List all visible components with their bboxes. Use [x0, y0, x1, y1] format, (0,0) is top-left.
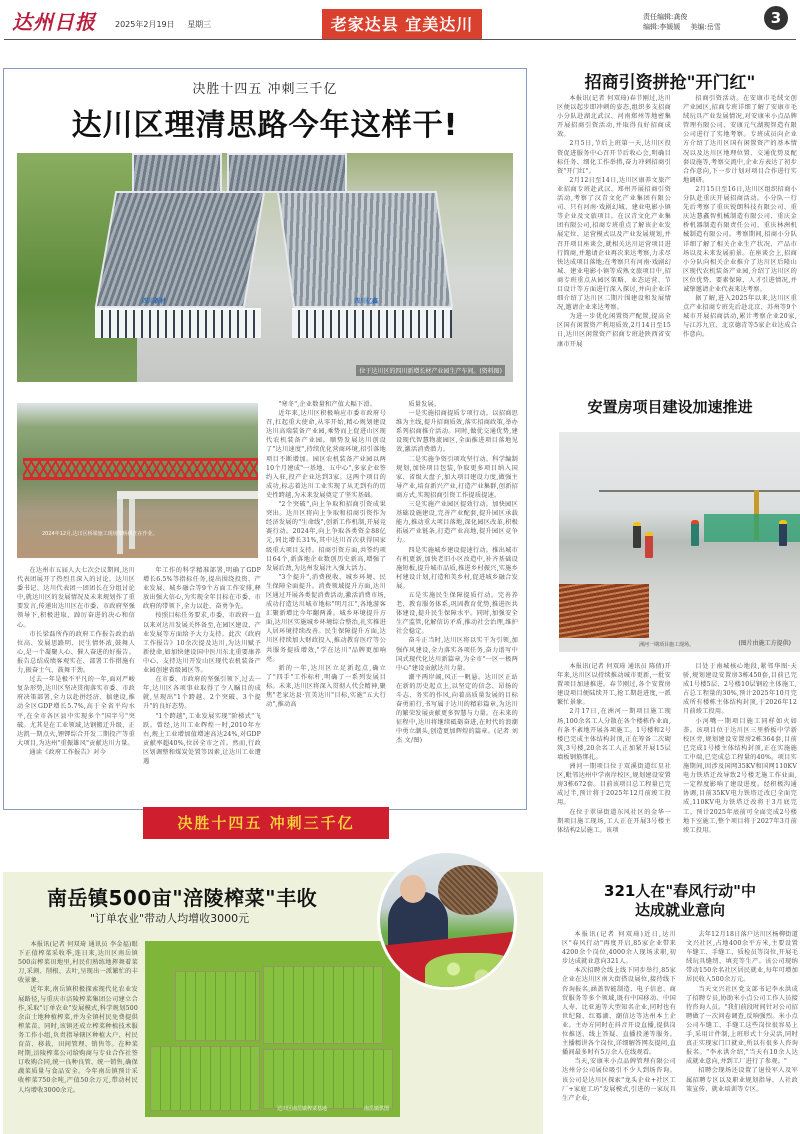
paragraph: 近年来,南岳镇积极探索现代化农业发展路径,与重庆市涪陵榨菜集团公司建立合作,采取"订单农业"发展模式,科学规划500余亩土地种植榨菜,并为全镇村民免费提供榨菜苗。同时,该镇还成立榨菜种植技术服务工作小组,负责指导辖区种植大户、村民育苗、移栽、田间管理、销售等。在种菜时期,涪陵榨菜公司给购商与专业合作社签订收购合同,统一良种良管、统一销售,确保蔬菜质量与食品安全。今年南岳镇预计采收榨菜750余吨,产值50余万元,带动村民人均增收3000余元。 [18, 986, 138, 1094]
paragraph: 五是实施民生保障提质行动。完善养老、教育服务体系,巩固教育优势,推进医共体建设,提升民生保障水平。同时,加强安全生产监管,化解信访矛盾,推动社会治理,维护社会稳定。 [396, 591, 518, 636]
slogan-banner: 决胜十四五 冲刺三千亿 [143, 807, 389, 839]
paragraph: 二是实施争资引项攻坚行动。科学编制规划,加快项目包装,争取更多项目纳入国家、省级大盘子,加大项目建设力度,做强主导产业,培育新兴产业,打造产业集群,创新招商方式,实现招商引资工作提质提速。 [396, 455, 518, 499]
paragraph: 新的一年,达川区立足新起点,确立了"四手"工作标杆,明确了一系列发展目标。未来,达川区将深入贯彻人代会精神,聚焦"老家达县·宜美达川"目标,实施"五大行动",推动高 [266, 664, 386, 709]
factory-roof-back-left [132, 153, 222, 193]
paragraph: 本次招聘会线上线下同步举行,85家企业在达川区南大街搭设展位,接待线下咨询报名,涵盖智能制造、电子信息、商贸服务等多个领域,既有中国移动、中国人寿、比亚迪等大型知名企业,同时也有世纪隆、红霉湖、潮信达等达州本土企业。主办方同时在抖音开设直播,提供岗位推送、线上答疑、直播投递等服务。主播精讲各个岗位,详细解答网友提问,直播间最多时有5万余人在线观看。 [562, 967, 676, 1057]
bridge-pier [117, 499, 123, 554]
paragraph: 当天文兴社区党支部书记李永洪成了招聘专员,协助米小点公司工作人员接待咨询人员。"我们前段时间针对公司招聘做了一次问卷调查,反响强烈。米小点公司车缝工、手缝工这些岗位很容易上手,采用计件制,上班形式十分灵活,同时真正实现家门口就业,所以有很多人咨询报名。"李永洪介绍,"当天有10余人达成就业意向,并到工厂进行了参观。" [686, 985, 798, 1066]
paragraph: 2月12日至14日,达川区康养文旅产业招商专班赴武汉、郑州开展招商引资活动,考察了汉青文化产业集团有限公司、只有河南·戏剧幻城、建业电影小镇等企业及文旅项目。在汉青文化产业集团有限公司,招商专班重点了解该企业发展定位、运营模式以及产业发展规划,并召开项目座谈会,就相关达川运营项目进行简商,并邀请企业再次来达考察,力求尽快达成项目落地;在考察只有河南·戏剧幻城、建业电影小镇等成熟文旅项目中,招商专班重点从园区策略、业态运营、节目设计等方面进行深入探讨,并向企业详细介绍了达川区二期片围建设和发展情况,邀请企业来达考察。 [557, 176, 671, 312]
paragraph: 2月5日,节后上班第一天,达川区投资促进服务中心召开节后收心会,明确目标任务、细化工作举措,奋力冲刺招商引资"开门红"。 [557, 140, 671, 175]
paragraph: 一是实施招商提质专项行动。以招商思维为主线,提升招商质效,落实招商政策,举办系列招商推介活动。同时,做优交通优势,建设现代智慧物流园区,全面推进项目落地见效,激活消费潜力。 [396, 410, 518, 454]
worker [691, 520, 699, 546]
farm-headline: 南岳镇500亩"涪陵榨菜"丰收 [47, 886, 318, 910]
section-banner: 老家达县 宜美达川 [322, 9, 482, 40]
factory-roof-left [95, 191, 266, 308]
bridge-pier [129, 499, 135, 549]
farm-subheadline: "订单农业"带动人均增收3000元 [90, 912, 250, 925]
lead-story-column-1 [17, 566, 135, 801]
factory-wall-right [292, 308, 452, 338]
factory-aerial-photo [17, 153, 513, 382]
lead-kicker: 决胜十四五 冲刺三千亿 [192, 82, 338, 97]
employment-headline-line-1: 321人在"春风行动"中 [604, 882, 756, 900]
worker [645, 532, 653, 558]
paragraph: "3个提升",消费税收、城乡环境、民生保障全面提升。消费领域提升方面,达川区通过开展各类促消费活动,激活消费市场,成功打造达川城市地标"明月江",各地游客汇聚新增比今年翻两番。城乡环境提升方面,达川区实施城乡环境综合整治,扎实推进人居环境持续改善。民生保障提升方面,达川区持续加大财政投入,推动教育医疗等公共服务提质增效,"学在达川"品牌更加响亮。 [266, 573, 386, 663]
paragraph: 按照目标任务要求,市委、市政府一直以来对达川发展关怀备至,在园区建设、产业发展等方面给予大力支持。此次《政府工作报告》10余次提及达川,为达川赋予新使命,如加快建设国中医川东北重要康养中心、支持达川开发山区现代农机装备产业园创建省级园区等。 [143, 612, 261, 675]
page-number-badge: 3 [764, 6, 788, 30]
worker [633, 522, 641, 548]
paragraph: 在市委、市政府的坚强引领下,过去一年,达川区各项事业取得了令人瞩目的成就,呈现出"1个跨越、2个突破、3个提升"的良好态势。 [143, 676, 261, 711]
paragraph: 为进一步优化闲置资产配置,提高全区国有闲置资产利用质效,2月14日至15日,达川区闲置资产招商专班赴陕西省安康市开展 [557, 313, 671, 348]
farmer-head [400, 875, 426, 903]
housing-headline: 安置房项目建设加速推进 [587, 398, 753, 416]
paragraph: 本报讯(记者 何双琦)春节刚过,达川区便以起步即冲刺的姿态,组织多支招商小分队赴湖北武汉、河南郑州等地密集开展招商引资活动,并取得良好招商成效。 [557, 95, 671, 139]
paragraph: 四是实施城乡建设提速行动。推出城市有机更新,加快老旧小区改造中,补齐基础设施短板,提升城市品质,推进乡村振兴,实施乡村建设计划,打造和美乡村,促进城乡融合发展。 [396, 546, 518, 590]
employment-column-1 [562, 930, 676, 1130]
factory-wall-left [95, 308, 261, 338]
paragraph: "1个跨越",工业发展实现"阶梯式"飞跃。曾经,达川工业辉煌一时,2010年左右,规上工业增加值增速高达24%,对GDP贡献率超40%,位居全市之首。然而,行政区划调整和煤炭处置等因素,让达川工业遭遇 [143, 712, 261, 765]
lead-story-column-4 [396, 400, 518, 802]
editor-credits [643, 12, 721, 32]
factory-sign-right: 四川亿鑫 [354, 298, 379, 305]
paragraph: 本报讯(记者 何双琦)近日,达川区"春风行动"再度开启,85家企业带来4200余个岗位,4000余人现场求职,初步达成就业意向321人。 [562, 931, 676, 966]
employment-headline [560, 882, 800, 920]
paragraph: 近年来,达川区积极响应市委市政府号召,扛起重大使命,从零开始,精心规划建设达川高端装备产业园,乘势而上促进山区现代农机装备产业园。顺势发展达川创设了"达川速度",持续优化营商环境,招引落地项目不断增加。园区农机装备产业园以两10个月建成"一基地、五中心",多家企业签约入驻,投产企业达到3家。这两个项目的成功,标志着达川工业实现了从无到有的历史性跨越,为未来发展奠定了坚实基础。 [266, 410, 386, 499]
housing-column-1 [557, 662, 671, 862]
crane-jib [599, 490, 800, 492]
paragraph: 潮平两岸阔,风正一帆悬。达川区正站在新的历史起点上,以坚定的信念、昂扬的斗志、务实的作风,向着高质量发展的目标奋勇前行,书写属于达川的精彩篇章,为达川的繁荣发展贡献更多智慧与力量。在未来的征程中,达川将继续砥砺奋进,在时代的浪潮中勇立潮头,创造更加辉煌的篇章。(记者 刘杰 文/图) [396, 673, 518, 745]
housing-column-2 [683, 662, 797, 862]
paragraph: 三是实施产业园区提效行动。加快园区基础设施建设,完善产业配套,提升园区承载能力,推动重大项目落地,深化园区改革,积极拓展产业链条,打造产业高地,提升园区竞争力。 [396, 501, 518, 545]
bridge-construction-photo [17, 403, 258, 558]
photo-caption: 达川区南岳镇榨菜基地 [276, 1106, 327, 1112]
mustard-tubers [425, 953, 517, 990]
lead-story-column-2 [143, 566, 261, 801]
paragraph: 小河嘴一期项目施工同样如火如荼。该项目位于达川区三里桥板中学新校区旁,规划建设安置房2栋364套,目前已完成1号楼主体结构封顶,正在实施施工中端,已完成总工程量的40%。项目实施期间,因涉及国网35KV和国网110KV电力铁塔迁改导致2号楼无施工作业面,一定程度影响了建设进度。经积极沟通协调,目前35KV电力铁塔迁改已全面完成,110KV电力铁塔迁改将于3月底完工。预计2025年底前可全面完成2号楼地下室施工,整个项目将于2027年3月前竣工投用。 [683, 717, 797, 834]
employment-column-2 [686, 930, 798, 1130]
rebar-pile [559, 584, 649, 638]
lead-headline: 达川区理清思路今年这样干! [71, 108, 459, 143]
paragraph: 去年12月18日落户达川区杨柳街道文兴社区,占地400余平方米,主要设置车缝工、手缝工、质检员等岗位,开展毛绒玩具缝纫、填充等生产。该公司现纳带动150余名社区居民就业,每年可增加居民收入500余万元。 [686, 931, 798, 984]
newspaper-logo: 达州日报 [12, 10, 96, 34]
issue-date [115, 19, 211, 30]
field-plot [175, 971, 260, 1041]
paragraph: 当天,安康米小点品牌管理有限公司达州分公司展位吸引不少人到场咨询。该公司是达川区探索"龙头企业+社区工厂+家庭工坊"发展模式,引进的一家玩具生产企业, [562, 1058, 676, 1102]
investment-column-2 [683, 94, 797, 359]
paragraph: 过去一年是极不平凡的一年,面对严峻复杂形势,达川区坚决贯彻落实市委、市政府决策部署,全力以赴拼经济、搞建设,推动全区GDP增长5.7%,高于全省平均水平,在全市各区县中实现多个"国字号"突破。尤其是在工业领域,达钢搬迁升级、正达凯一期点火,锂钾综合开发二期投产等重大项目,为达州"重振雄风"贡献达川力量。 [17, 676, 135, 747]
paragraph: 本报讯(记者 何双琦 通讯员 李金福)眼下正值榨菜采收季,连日来,达川区南岳镇500亩榨菜田地里,村民们熟练地挥舞着菜刀,采割、削根、去叶,呈现出一派繁忙的丰收景象。 [18, 941, 138, 985]
factory-roof-right [277, 191, 453, 308]
paragraph: 市长梁磊所作的政府工作报告政治站位高、发展思路明、民生情怀浓,鼓舞人心,是一个凝聚人心、催人奋进的好报告。报告总结成绩客观实在、部署工作措施有力,振奋士气、鼓舞干劲。 [17, 630, 135, 675]
paragraph: 年工作的科学精准部署,明确了GDP增长6.5%等指标任务,提出围绕投资、产业发展、城乡融合等9个方面工作安排,释放出强大信心,为实现全年目标在市委、市政府的带领下,全力以赴、奋勇争先。 [143, 567, 261, 611]
field-plot [263, 966, 383, 1044]
editor-in-charge: 责任编辑:龚俊 [643, 13, 688, 21]
paragraph: 洲河一期项目位于双溪街道红星社区,毗邻达州中学南岸校区,规划建设安置房3栋672套。目前该项目总工程量已完成过半,预计将于2025年12月前竣工投用。 [557, 763, 671, 807]
paragraph: 据了解,进入2025年以来,达川区重点产业招商专班先后赴北京、苏州等9个城市开展招商活动,累计考察企业20家,与江苏九宜、北京德青等5家企业达成合作意向。 [683, 295, 797, 339]
editor: 编辑:李媛媛 [643, 23, 681, 31]
paragraph: 目处于南城核心地段,紧邻华图·天骄,规划建设安置房3栋450套,目前已完成1号楼5层、2号楼10层钢砼主体施工,占总工程量的30%,预计2025年10月完成所有楼栋主体结构封顶,于2026年12月前竣工投用。 [683, 663, 797, 716]
bridge-deck [117, 491, 258, 499]
paragraph: 在达州市五届人大七次会议期间,达川代表团展开了热烈且深入的讨论。达川区委书记、达川代表团一团团长在分组讨论中,就达川区的发展情况及未来规划作了重要发言,传递出达川区在市委、市政府坚强领导下,积极进取、踔厉奋进的决心和信心。 [17, 567, 135, 629]
paragraph: 本报讯(记者 何双琦 通讯员 陈倩)开年来,达川区以持续推动城市更新,一批安置项目加速推进。春节刚过,各个安置房建设项目便陆续开工,抢工期赶进度,一派繁忙景象。 [557, 663, 671, 707]
weekday-text: 星期三 [187, 20, 212, 29]
paragraph: 2月15日至16日,达川区组织招商小分队赴重庆开展招商活动。小分队一行先后考察了重庆锐朗科技有限公司、重庆达慧鑫智机械制造有限公司、重庆金桥机器制造有限责任公司、重庆林洲机械制造有限公司。考察期间,招商小分队详细了解了相关企业生产状况、产品市场以及未来发展前景。在座谈会上,招商小分队向相关企业推介了达川区后隆山区现代农机装备产业园,介绍了达川区的区位优势、要素保障、人才引进情况,并诚挚邀请企业代表来达考察。 [683, 185, 797, 293]
paragraph: 质量发展。 [408, 401, 441, 408]
wicker-basket [438, 865, 498, 915]
paragraph: 招聘会现场还设置了退役军人及军属招聘专区以及职业规划指导、人社政策宣传、就业培训等专区。 [686, 1067, 798, 1093]
photo-caption-left: 洲河一期项目施工现场。 [639, 642, 695, 648]
farm-body [18, 940, 138, 1120]
photo-credit: 南岳镇供图 [363, 1106, 389, 1112]
photo-caption: 2024年12月,达川区桥梁施工现场架桥机正在作业。 [42, 531, 158, 537]
bridge-truss [23, 458, 258, 480]
construction-site-photo [559, 432, 800, 652]
paragraph: 在位于翠屏街道东风社区的金华一期项目施工现场,工人正在开展3号楼主体结构2层施工。该项 [557, 808, 671, 834]
factory-sign-left: 四川新材 [142, 298, 167, 305]
employment-headline-line-2: 达成就业意向 [634, 901, 725, 919]
photo-credit: (图片由施工方提供) [738, 640, 791, 647]
farmer-harvest-photo [377, 850, 517, 990]
lead-story-column-3 [266, 400, 386, 802]
paragraph: "2个突破",向上争取和招商引资成果突出。达川区将向上争取和招商引资作为经济发展的"生命线",创新工作机制,开展竞赛行动。2024年,向上争取各类资金88亿元,同比增长31%,其中达川首次获得国家级重大项目支持。招商引资方面,共签约项目64个,新落地企业数创历史新高,增强了发展后劲,为达州发展注入强大活力。 [266, 501, 386, 572]
investment-column-1 [557, 94, 671, 359]
field-plot [263, 1049, 393, 1109]
photo-caption: 位于达川区的四川新增长材产业园生产车间。(资料图) [356, 365, 505, 376]
date-text: 2025年2月19日 [115, 20, 175, 29]
masthead [0, 0, 800, 42]
art-editor: 美编:岳雪 [690, 23, 721, 31]
paragraph: "寒冬",企业数量和产值大幅下滑。 [278, 401, 377, 408]
paragraph: 招商引资活动。在安康市毛绒文创产业园区,招商专班详细了解了安康市毛绒玩具产业发展情况,对安康米小点品牌管理有限公司、安康元气湖现智造有限公司进行了实地考察。专班成员向企业方介绍了达川区国有闲置资产的基本情况以及达川区地理位置、交通优势及配套设施等,考察交流中,企业方表达了初步合作意向,下一步计划对项目合作进行实地调研。 [683, 95, 797, 184]
mustard-field-aerial-photo [145, 941, 400, 1117]
masthead-rule [4, 39, 796, 40]
field-plot [150, 1046, 260, 1111]
paragraph: 奋斗正当时,达川区将以实干为引领,加强作风建设,全力落实各项任务,奋力谱写中国式现代化达川新篇章,为全市"一区一极两中心"建设贡献达川力量。 [396, 637, 518, 672]
paragraph: 2月17日,在洲河一期项目施工现场,100余名工人分散在各个楼栋作业面,有条不紊地开展各项施工。1号楼和2号楼已完成主体结构封顶,正在筹备二次砌筑,3号楼,20余名工人正加紧开展15层墙板钢筋绑扎。 [557, 708, 671, 761]
factory-roof-back [227, 153, 347, 193]
investment-headline: 招商引资拼抢"开门红" [584, 73, 756, 93]
paragraph: 通读《政府工作报告》对今 [29, 748, 107, 756]
worker [779, 520, 787, 546]
